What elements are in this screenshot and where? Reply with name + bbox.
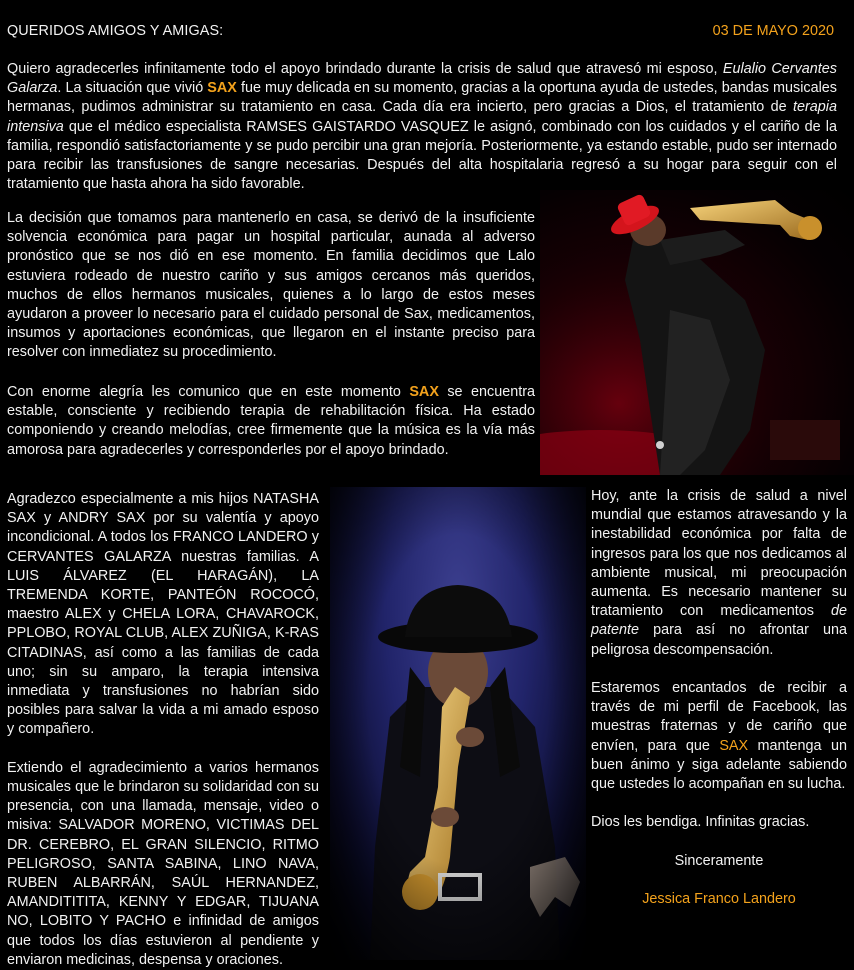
paragraph-health-crisis (591, 487, 847, 660)
paragraph-facebook (591, 679, 847, 794)
right-column (591, 487, 847, 909)
paragraph-intro (7, 60, 837, 194)
photo-saxophonist-black-hat (330, 487, 586, 960)
signature-name: Jessica Franco Landero (642, 891, 796, 908)
text-run: Quiero agradecerles infinitamente todo el apoyo brindado durante la crisis de salud que atravesó mi esposo, (7, 61, 723, 77)
closing-salutation: Sinceramente (674, 852, 764, 869)
text-run: se encuentra estable, consciente y recibiendo terapia de rehabilitación física. Ha estado componiendo y creando melodías, cree firmemente que la música es la vía más amorosa para agradecerles y corresponderles por el apoyo brindado. (7, 384, 536, 458)
text-run: mantenga un buen ánimo y siga adelante sabiendo que ustedes lo acompañan en su lucha. (591, 737, 848, 793)
paragraph-decision: La decisión que tomamos para mantenerlo en casa, se derivó de la insuficiente solvencia económica para pagar un hospital particular, aunada al adverso pronóstico que se nos dió en ese momento. En familia decidimos que Lalo estuviera rodeado de nuestro cariño y sus amigos cercanos más queridos, muchos de ellos hermanos musicales, quienes a lo largo de estos meses ayudaron a proveer lo necesario para el cuidado personal de Sax, medicamentos, insumos y aportaciones económicas, que llegaron en el instante preciso para resolver con inmediatez su procedimiento. (7, 210, 535, 361)
text-run: que el médico especialista RAMSES GAISTARDO VASQUEZ le asignó, combinado con los cuidados y el cariño de la familia, respondió satisfactoriamente y se pudo percibir una gran mejoría. Posteriormente, ya estando estable, pudo ser internado para recibir las transfusiones de sangre necesarias. Después del alta hospitalaria regresó a su hogar para seguir con el tratamiento que hasta ahora ha sido favorable. (7, 118, 837, 193)
husband-name: Eulalio Cervantes Galarza (7, 61, 837, 97)
text-run: Estaremos encantados de recibir a través de mi perfil de Facebook, las muestras fraternas y de cariño que envíen, para que (591, 680, 847, 754)
letter-date: 03 DE MAYO 2020 (712, 23, 834, 39)
sax-highlight: SAX (207, 80, 237, 97)
saxophonist-black-hat-illustration (330, 487, 586, 960)
saxophonist-red-hat-illustration (540, 190, 854, 475)
paragraph-thanks-musicians: Extiendo el agradecimiento a varios hermanos musicales que le brindaron su solidaridad con su presencia, con una llamada, mensaje, video o misiva: SALVADOR MORENO, VICTIMAS DEL DR. CEREBRO, EL GRAN SILENCIO, RITMO PELIGROSO, SANTA SABINA, LINO NAVA, RUBEN ALBARRÁN, SAÚL HERNANDEZ, AMANDITITITA, KENNY Y EDGAR, TIJUANA NO, LOBITO Y PACHO e infinidad de amigos que todos los días estuvieron al pendiente y enviaron medicinas, despensa y oraciones. (7, 759, 319, 968)
left-column (7, 490, 319, 970)
sax-highlight: SAX (409, 384, 439, 400)
paragraph-thanks-family: Agradezco especialmente a mis hijos NATASHA SAX y ANDRY SAX por su valentía y apoyo incondicional. A todos los FRANCO LANDERO y CERVANTES GALARZA nuestras familias. A LUIS ÁLVAREZ (EL HARAGÁN), LA TREMENDA KORTE, PANTEÓN ROCOCÓ, maestro ALEX y CHELA LORA, CHAVAROCK, PPLOBO, ROYAL CLUB, ALEX ZUÑIGA, K-RAS CITADINAS, así como a las familias de cada uno; sin su amparo, la terapia intensiva inmediata y transfusiones no habrían sido posibles para salvar la vida a mi amado esposo y compañero. (7, 491, 319, 738)
paragraph-blessing: Dios les bendiga. Infinitas gracias. (591, 814, 810, 831)
photo-saxophonist-red-hat (540, 190, 854, 475)
text-run: . La situación que vivió (57, 80, 208, 97)
text-run: Hoy, ante la crisis de salud a nivel mundial que estamos atravesando y la inestabilidad económica por falta de ingresos para los que nos dedicamos al ambiente musical, mi preocupación aumenta. Es necesario mantener su tratamiento con medicamentos (591, 488, 847, 620)
text-run: para así no afrontar una peligrosa descompensación. (591, 622, 847, 658)
sax-highlight: SAX (719, 737, 749, 754)
therapy-italic: terapia intensiva (7, 99, 837, 135)
paragraph-current-status (7, 383, 535, 460)
text-run: Con enorme alegría les comunico que en este momento (7, 384, 410, 400)
italic-term: de patente (591, 603, 847, 639)
greeting-heading: QUERIDOS AMIGOS Y AMIGAS: (7, 23, 224, 39)
text-run: fue muy delicada en su momento, gracias a la oportuna ayuda de ustedes, bandas musicales hermanas, pudimos administrar su tratamiento en casa. Cada día era incierto, pero gracias a Dios, el tratamiento de (7, 80, 837, 116)
